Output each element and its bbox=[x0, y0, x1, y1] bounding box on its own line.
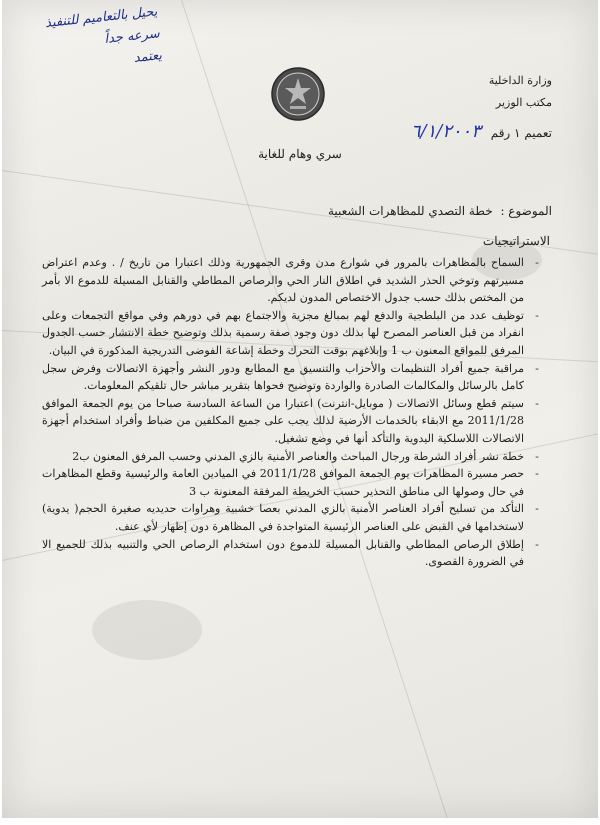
classification: سري وهام للغاية bbox=[258, 147, 342, 161]
circular-label: تعميم ١ رقم bbox=[490, 126, 552, 140]
office-name: مكتب الوزير bbox=[495, 96, 552, 109]
bullet: - bbox=[535, 308, 539, 322]
bullet: - bbox=[535, 361, 539, 375]
document-page bbox=[2, 0, 598, 818]
police-seal-icon bbox=[270, 66, 326, 122]
strategy-text: السماح بالمظاهرات بالمرور في شوارع مدن وقرى الجمهورية وذلك اعتبارا من تاريخ / . وعدم اعتراض مسيرتهم وتوخي الحذر الشديد في اطلاق النار الحي والرصاص المطاطي والقنابل المسيلة للدموع الا بأمر من المختص بذلك حسب جدول الاختصاص المدون لديكم. bbox=[42, 256, 524, 305]
strategy-text: خطة نشر أفراد الشرطة ورجال المباحث والعناصر الأمنية بالزي المدني وحسب المرفق المعنون ب2 bbox=[72, 449, 524, 463]
strategy-text: التأكد من تسليح أفراد العناصر الأمنية بالزي المدني بعصا خشبية وهراوات حديديه صغيرة الحجم( يدوية) لاستخدامها في القبض على العناصر الرئيسية المتواجدة في المظاهرة دون إظهار لأي عنف. bbox=[42, 502, 524, 533]
strategy-text: حصر مسيرة المظاهرات يوم الجمعة الموافق 2011/1/28 في الميادين العامة والرئيسية وقطع المظاهرات في حال وصولها الى مناطق التحذير حسب الخريطة المرفقة المعنونة ب 3 bbox=[42, 467, 524, 498]
handwritten-line: سرعه جداً bbox=[103, 26, 161, 47]
list-item bbox=[42, 448, 550, 466]
letterhead bbox=[489, 70, 552, 114]
handwritten-line: يحيل بالتعاميم للتنفيذ bbox=[44, 4, 159, 32]
subject-text: خطة التصدي للمظاهرات الشعبية bbox=[327, 204, 493, 218]
strategy-text: توظيف عدد من البلطجية والدفع لهم بمبالغ مجزية والاجتماع بهم في دورهم وفي مواقع التجمعات وعلى انفراد من قبل العناصر المصرح لها بذلك دون وجود صفة رسمية بذلك وتوضيح خطة الانتشار حسب الجدول المرفق للمواقع المعنون ب 1 وإبلاغهم بوقت التحرك وخطة إشاعة الفوضى التدريجية المذكورة في البيان. bbox=[42, 308, 524, 357]
strategies-list bbox=[42, 254, 550, 571]
list-item bbox=[42, 500, 550, 535]
bullet: - bbox=[535, 502, 539, 516]
list-item bbox=[42, 307, 550, 360]
ministry-name: وزارة الداخلية bbox=[488, 74, 552, 87]
section-heading: الاستراتيجيات bbox=[482, 234, 550, 248]
list-item bbox=[42, 536, 550, 571]
strategy-text: سيتم قطع وسائل الاتصالات ( موبايل-انترنت) اعتبارا من الساعة السادسة صباحا من يوم الجمعة الموافق 2011/1/28 مع الابقاء بالخدمات الأرضية لذلك يجب على جميع المكلفين من ضباط وأفراد استخدام أجهزة الاتصالات اللاسلكية اليدوية والتأكد أنها في وضع تشغيل. bbox=[42, 396, 524, 445]
list-item bbox=[42, 254, 550, 307]
bullet: - bbox=[535, 467, 539, 481]
list-item bbox=[42, 360, 550, 395]
list-item bbox=[42, 395, 550, 448]
circular-number bbox=[411, 121, 552, 142]
strategy-text: إطلاق الرصاص المطاطي والقنابل المسيلة للدموع دون استخدام الرصاص الحي والتنبيه بذلك للجميع الا في الضرورة القصوى. bbox=[42, 537, 524, 569]
subject-label: الموضوع : bbox=[500, 204, 552, 218]
handwritten-date: ٦/١/٢٠٠٣ bbox=[410, 121, 481, 142]
handwritten-note bbox=[27, 1, 163, 80]
subject-line bbox=[328, 204, 552, 218]
bullet: - bbox=[535, 396, 539, 410]
list-item bbox=[42, 465, 550, 500]
bullet: - bbox=[535, 449, 539, 463]
bullet: - bbox=[535, 256, 539, 269]
bullet: - bbox=[535, 537, 539, 551]
strategy-text: مراقبة جميع أفراد التنظيمات والأحزاب والتنسيق مع المطابع ودور النشر وأجهزة الاتصالات وفرض سجل كامل بالرسائل والمكالمات الصادرة والواردة وتوضيح فحواها بتقرير مباشر حال تلقيكم المعلومات. bbox=[42, 361, 524, 393]
handwritten-line: يعتمد bbox=[133, 48, 163, 66]
